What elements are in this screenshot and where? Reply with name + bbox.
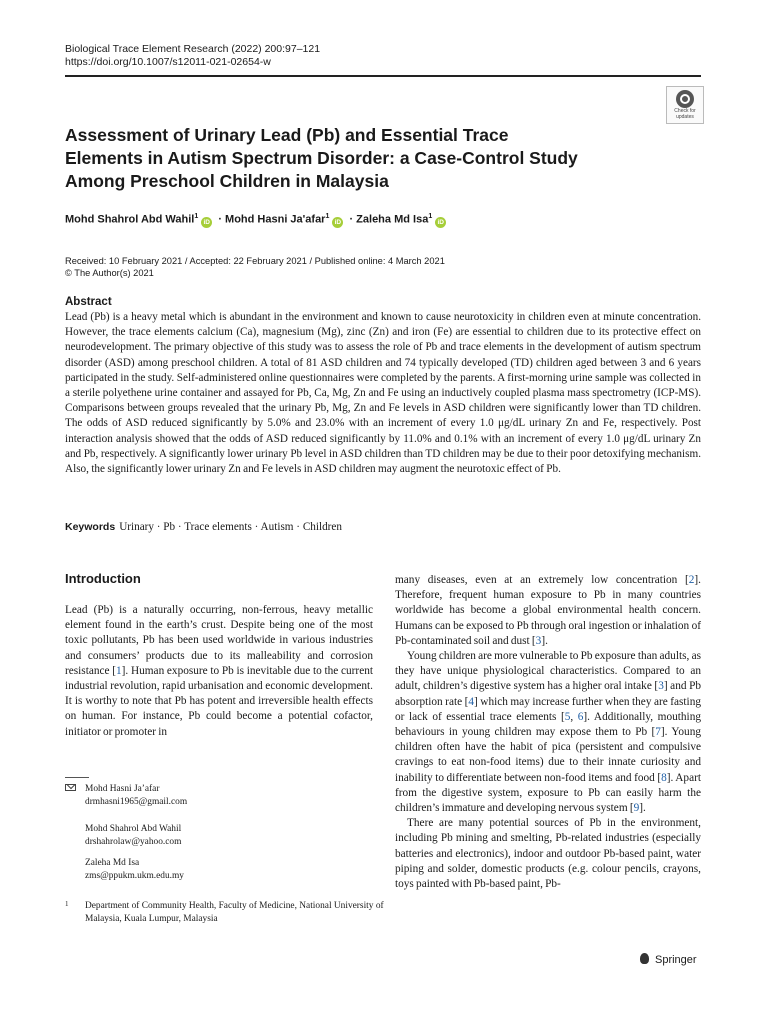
- publisher-name: Springer: [655, 954, 697, 966]
- author-separator: ·: [218, 213, 222, 226]
- author-affiliation-mark: 1: [194, 213, 199, 220]
- citation-link[interactable]: 6: [577, 710, 584, 723]
- citation-link[interactable]: 3: [535, 634, 542, 647]
- correspondence-contacts: [65, 783, 375, 893]
- abstract-text: Lead (Pb) is a heavy metal which is abundant in the environment and known to cause neurotoxicity in children even at minute concentration. However, the trace elements calcium (Ca), magnesium (Mg), zinc (Zn) and iron (Fe) are essential to children due to its protective effect on neurodevelopment. The primary objective of this study was to assess the role of Pb and trace elements in the development of autism spectrum disorder (ASD) among preschool children. A total of 81 ASD children and 74 typically developed (TD) children aged between 3 and 6 years participated in the study. Self-administered online questionnaires were completed by the parents. A first-morning urine sample was collected in a sterile polyethene urine container and assayed for Pb, Ca, Mg, Zn and Fe using an inductively coupled plasma mass spectrometry (ICP-MS). Comparisons between groups revealed that the urinary Pb, Mg, Zn and Fe levels in ASD children were significantly lower than TD children. The odds of ASD reduced significantly by 5.0% and 23.0% with an increment of every 1.0 μg/dL urinary Zn and Fe, respectively. Post interaction analysis showed that the odds of ASD reduced significantly by 11.0% and 0.1% with an increment of every 1.0 μg/dL urinary Zn and Pb, respectively. A significantly lower urinary Pb level in ASD children than TD children may be due to their poor detoxifying mechanism. Also, the significantly lower urinary Zn and Fe levels in ASD children may augment the neurotoxic effect of Pb.: [65, 311, 701, 476]
- publisher-logo: [640, 953, 697, 966]
- orcid-icon[interactable]: iD: [332, 217, 343, 228]
- keywords-list: Urinary · Pb · Trace elements · Autism · Children: [119, 521, 342, 533]
- citation-link[interactable]: 4: [468, 695, 475, 708]
- contact-name: Mohd Shahrol Abd Wahil: [85, 824, 182, 834]
- paragraph: Lead (Pb) is a naturally occurring, non-ferrous, heavy metallic element found in the earth’s crust. Despite being one of the most toxic pollutants, Pb has been used worldwide in various industries and consumers’ products due to its malleability and corrosion resistance [1]. Human exposure to Pb is inevitable due to the current industrial revolution, rapid urbanisation and economic development. It is worthy to note that Pb has potent and irreversible health effects on human. For instance, Pb could become a potential cofactor, initiator or promoter in: [65, 604, 373, 738]
- orcid-icon[interactable]: iD: [435, 217, 446, 228]
- author-name[interactable]: Mohd Shahrol Abd Wahil: [65, 213, 195, 226]
- citation-link[interactable]: 8: [661, 771, 667, 784]
- contact-email[interactable]: zms@ppukm.ukm.edu.my: [85, 871, 184, 881]
- citation-link[interactable]: 9: [633, 802, 640, 815]
- publication-dates: [65, 255, 445, 279]
- check-for-updates-button[interactable]: [666, 86, 704, 124]
- check-updates-label: Check for updates: [674, 108, 696, 120]
- author-list: [65, 213, 449, 228]
- author-affiliation-mark: 1: [428, 213, 433, 220]
- article-title: Assessment of Urinary Lead (Pb) and Essential Trace Elements in Autism Spectrum Disorder: a Case-Control Study Among Preschool Children in Malaysia: [65, 125, 578, 191]
- paragraph: many diseases, even at an extremely low concentration [2]. Therefore, frequent human exposure to Pb in many countries worldwide has become a global environmental health concern. Humans can be exposed to Pb through oral ingestion or inhalation of Pb-contaminated soil and dust [3].: [395, 574, 701, 647]
- springer-horse-icon: [640, 953, 649, 964]
- orcid-icon[interactable]: iD: [201, 217, 212, 228]
- citation-link[interactable]: 7: [655, 726, 661, 739]
- bookmark-check-icon: [676, 90, 694, 108]
- citation-link[interactable]: 5: [564, 710, 571, 723]
- citation-link[interactable]: 3: [658, 680, 664, 693]
- citation-link[interactable]: 1: [116, 664, 122, 677]
- header-rule: [65, 75, 701, 77]
- affiliation-number: 1: [65, 900, 69, 908]
- right-column: [395, 573, 701, 892]
- envelope-icon: [65, 784, 76, 791]
- left-column: [65, 603, 373, 740]
- citation-link[interactable]: 2: [688, 574, 695, 586]
- keywords-label: Keywords: [65, 521, 116, 533]
- copyright-line: © The Author(s) 2021: [65, 268, 154, 278]
- contact-email[interactable]: drshahrolaw@yahoo.com: [85, 837, 182, 847]
- keywords: [65, 521, 342, 533]
- contact-name: Mohd Hasni Ja’afar: [85, 784, 160, 794]
- paragraph: There are many potential sources of Pb in the environment, including Pb mining and smelting, Pb-related industries (especially batteries and electronics), indoor and outdoor Pb-based paint, water piping and solder, domestic products (e.g. colour pencils, crayons, toys painted with Pb-based paint, Pb-: [395, 817, 701, 891]
- author-name[interactable]: Mohd Hasni Ja'afar: [225, 213, 326, 226]
- author-separator: ·: [349, 213, 354, 226]
- doi-link[interactable]: https://doi.org/10.1007/s12011-021-02654-w: [65, 56, 271, 68]
- contact-name: Zaleha Md Isa: [85, 858, 140, 868]
- dates-line: Received: 10 February 2021 / Accepted: 22 February 2021 / Published online: 4 March 2021: [65, 256, 445, 266]
- abstract-heading: Abstract: [65, 296, 112, 308]
- affiliation-text: Department of Community Health, Faculty of Medicine, National University of Malaysia, Kuala Lumpur, Malaysia: [85, 901, 384, 924]
- contact-email[interactable]: drmhasni1965@gmail.com: [85, 797, 188, 807]
- section-heading-introduction: Introduction: [65, 571, 141, 586]
- journal-citation: Biological Trace Element Research (2022) 200:97–121: [65, 43, 321, 55]
- footnote-rule: [65, 777, 89, 778]
- paragraph: Young children are more vulnerable to Pb exposure than adults, as they have unique physiological characteristics. Compared to an adult, children’s digestive system has a higher oral intake [3] and Pb absorption rate [4] which may increase further when they are fasting or lack of essential trace elements [5, 6]. Additionally, mouthing behaviours in young children may expose them to Pb [7]. Young children often have the habit of pica (persistent and compulsive cravings to eat non-food items) due to their innate curiosity and inability to differentiate between non-food items and food [8]. Apart from the digestive system, exposure to Pb can easily harm the children’s immature and developing nervous system [9].: [395, 650, 702, 815]
- author-affiliation-mark: 1: [325, 213, 330, 220]
- author-name[interactable]: Zaleha Md Isa: [356, 213, 429, 226]
